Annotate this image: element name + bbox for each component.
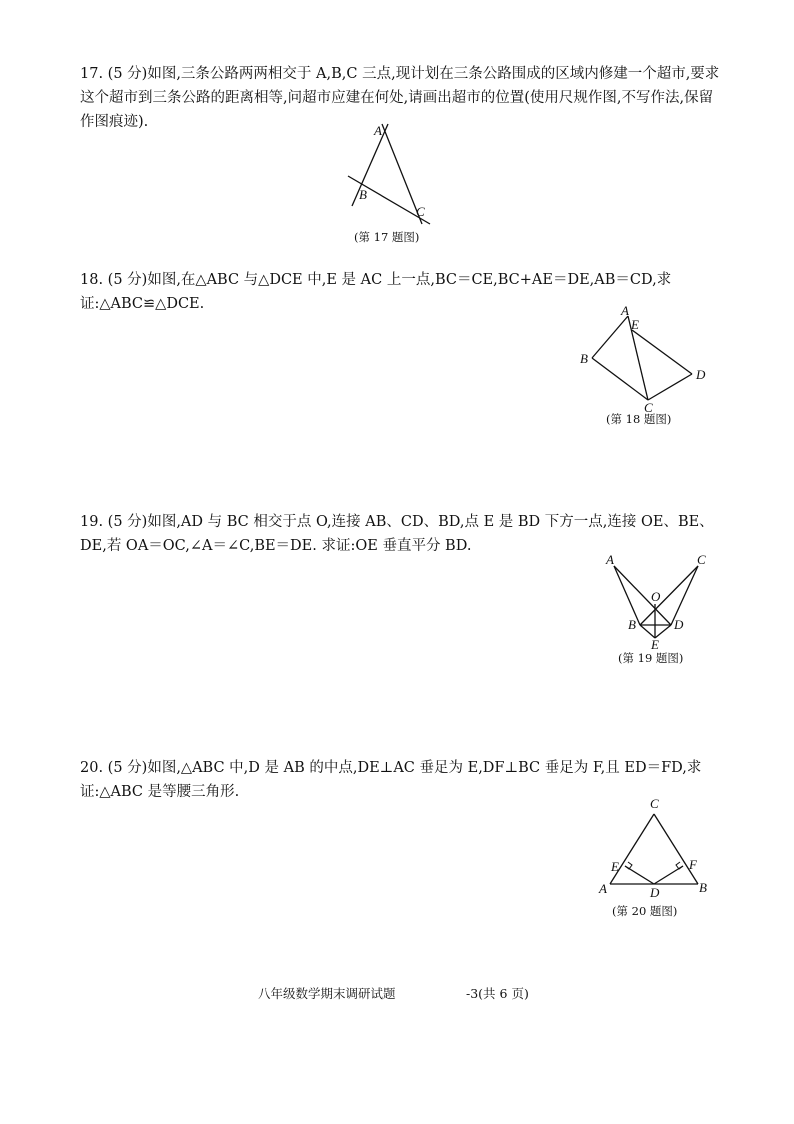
label-E: E	[611, 859, 619, 874]
question-19-text: 19. (5 分)如图,AD 与 BC 相交于点 O,连接 AB、CD、BD,点 E 是 BD 下方一点,连接 OE、BE、DE,若 OA＝OC,∠A＝∠C,BE＝DE. 求证:OE 垂直平分 BD.	[80, 514, 714, 554]
question-17-figure	[340, 120, 450, 230]
question-20-figure	[596, 796, 716, 900]
question-20-caption: (第 20 题图)	[612, 904, 678, 918]
label-F: F	[689, 857, 697, 872]
segment-cb	[640, 566, 698, 625]
label-A: A	[599, 881, 607, 896]
label-O: O	[651, 589, 661, 604]
question-18-diagram	[576, 303, 716, 415]
label-B: B	[699, 880, 707, 895]
segment-ed	[632, 330, 692, 374]
label-C: C	[650, 796, 659, 811]
question-17-caption: (第 17 题图)	[354, 230, 420, 244]
question-20-diagram	[596, 796, 716, 900]
question-18-caption: (第 18 题图)	[606, 412, 672, 426]
label-B: B	[580, 351, 588, 366]
footer-title: 八年级数学期末调研试题	[258, 986, 396, 1001]
road-line-ab	[352, 124, 388, 206]
question-17-diagram	[340, 120, 450, 230]
label-C: C	[697, 552, 706, 567]
label-D: D	[674, 617, 684, 632]
question-19-caption: (第 19 题图)	[618, 651, 684, 665]
question-19-diagram	[600, 552, 712, 652]
label-D: D	[650, 885, 660, 900]
segment-ab	[614, 566, 640, 625]
segment-cb	[654, 814, 698, 884]
footer-page-number: -3(共 6 页)	[466, 986, 529, 1001]
label-C: C	[416, 204, 425, 219]
label-E: E	[651, 637, 659, 652]
question-19-figure	[600, 552, 712, 652]
label-E: E	[631, 317, 639, 332]
segment-ad	[614, 566, 671, 625]
question-17-text: 17. (5 分)如图,三条公路两两相交于 A,B,C 三点,现计划在三条公路围成的区域内修建一个超市,要求这个超市到三条公路的距离相等,问超市应建在何处,请画出超市的位置(使用尺规作图,不写作法,保留作图痕迹).	[80, 66, 720, 130]
label-B: B	[359, 187, 367, 202]
question-18-text: 18. (5 分)如图,在△ABC 与△DCE 中,E 是 AC 上一点,BC＝CE,BC+AE＝DE,AB＝CD,求证:△ABC≌△DCE.	[80, 272, 672, 312]
segment-ab	[592, 316, 628, 358]
question-20-text: 20. (5 分)如图,△ABC 中,D 是 AB 的中点,DE⊥AC 垂足为 E,DF⊥BC 垂足为 F,且 ED＝FD,求证:△ABC 是等腰三角形.	[80, 760, 702, 800]
label-A: A	[606, 552, 614, 567]
label-A: A	[374, 123, 382, 138]
label-C: C	[644, 400, 653, 415]
label-B: B	[628, 617, 636, 632]
label-D: D	[696, 367, 706, 382]
segment-dc	[648, 374, 692, 400]
question-18-figure	[576, 303, 716, 415]
label-A: A	[621, 303, 629, 318]
